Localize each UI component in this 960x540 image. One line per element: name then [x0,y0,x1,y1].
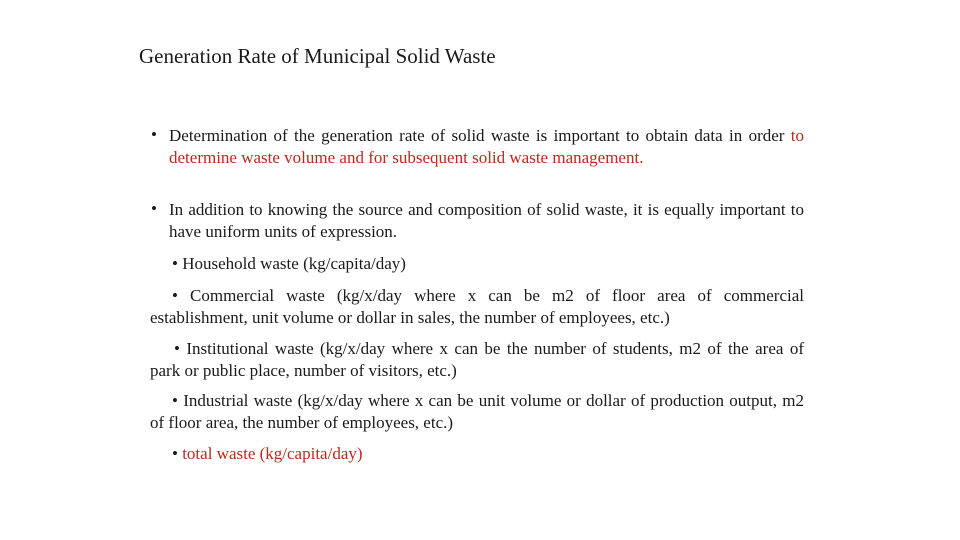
bullet-text-red: to determine waste volume and for subsequent solid waste management. [169,126,804,167]
sub-item-commercial: • Commercial waste (kg/x/day where x can be m2 of floor area of commercial establishment, unit volume or dollar in sales, the number of employees, etc.) [150,286,804,327]
bullet-uniform-units [151,199,804,243]
sub-item-total-bullet: • [172,444,178,463]
bullet-dot: • [151,199,157,218]
bullet-generation-rate [151,125,804,169]
sub-item-household: • Household waste (kg/capita/day) [172,254,406,273]
bullet-text [169,125,804,169]
bullet-text: In addition to knowing the source and composition of solid waste, it is equally important to have uniform units of expression. [169,200,804,241]
sub-item-industrial: • Industrial waste (kg/x/day where x can be unit volume or dollar of production output, m2 of floor area, the number of employees, etc.) [150,391,804,432]
slide-title: Generation Rate of Municipal Solid Waste [139,44,496,68]
bullet-dot: • [151,125,157,144]
sub-item-institutional: • Institutional waste (kg/x/day where x can be the number of students, m2 of the area of park or public place, number of visitors, etc.) [150,339,804,380]
bullet-text-black: Determination of the generation rate of solid waste is important to obtain data in order [169,126,791,145]
sub-item-total-waste [150,443,804,465]
sub-item-total-text: total waste (kg/capita/day) [182,444,363,463]
